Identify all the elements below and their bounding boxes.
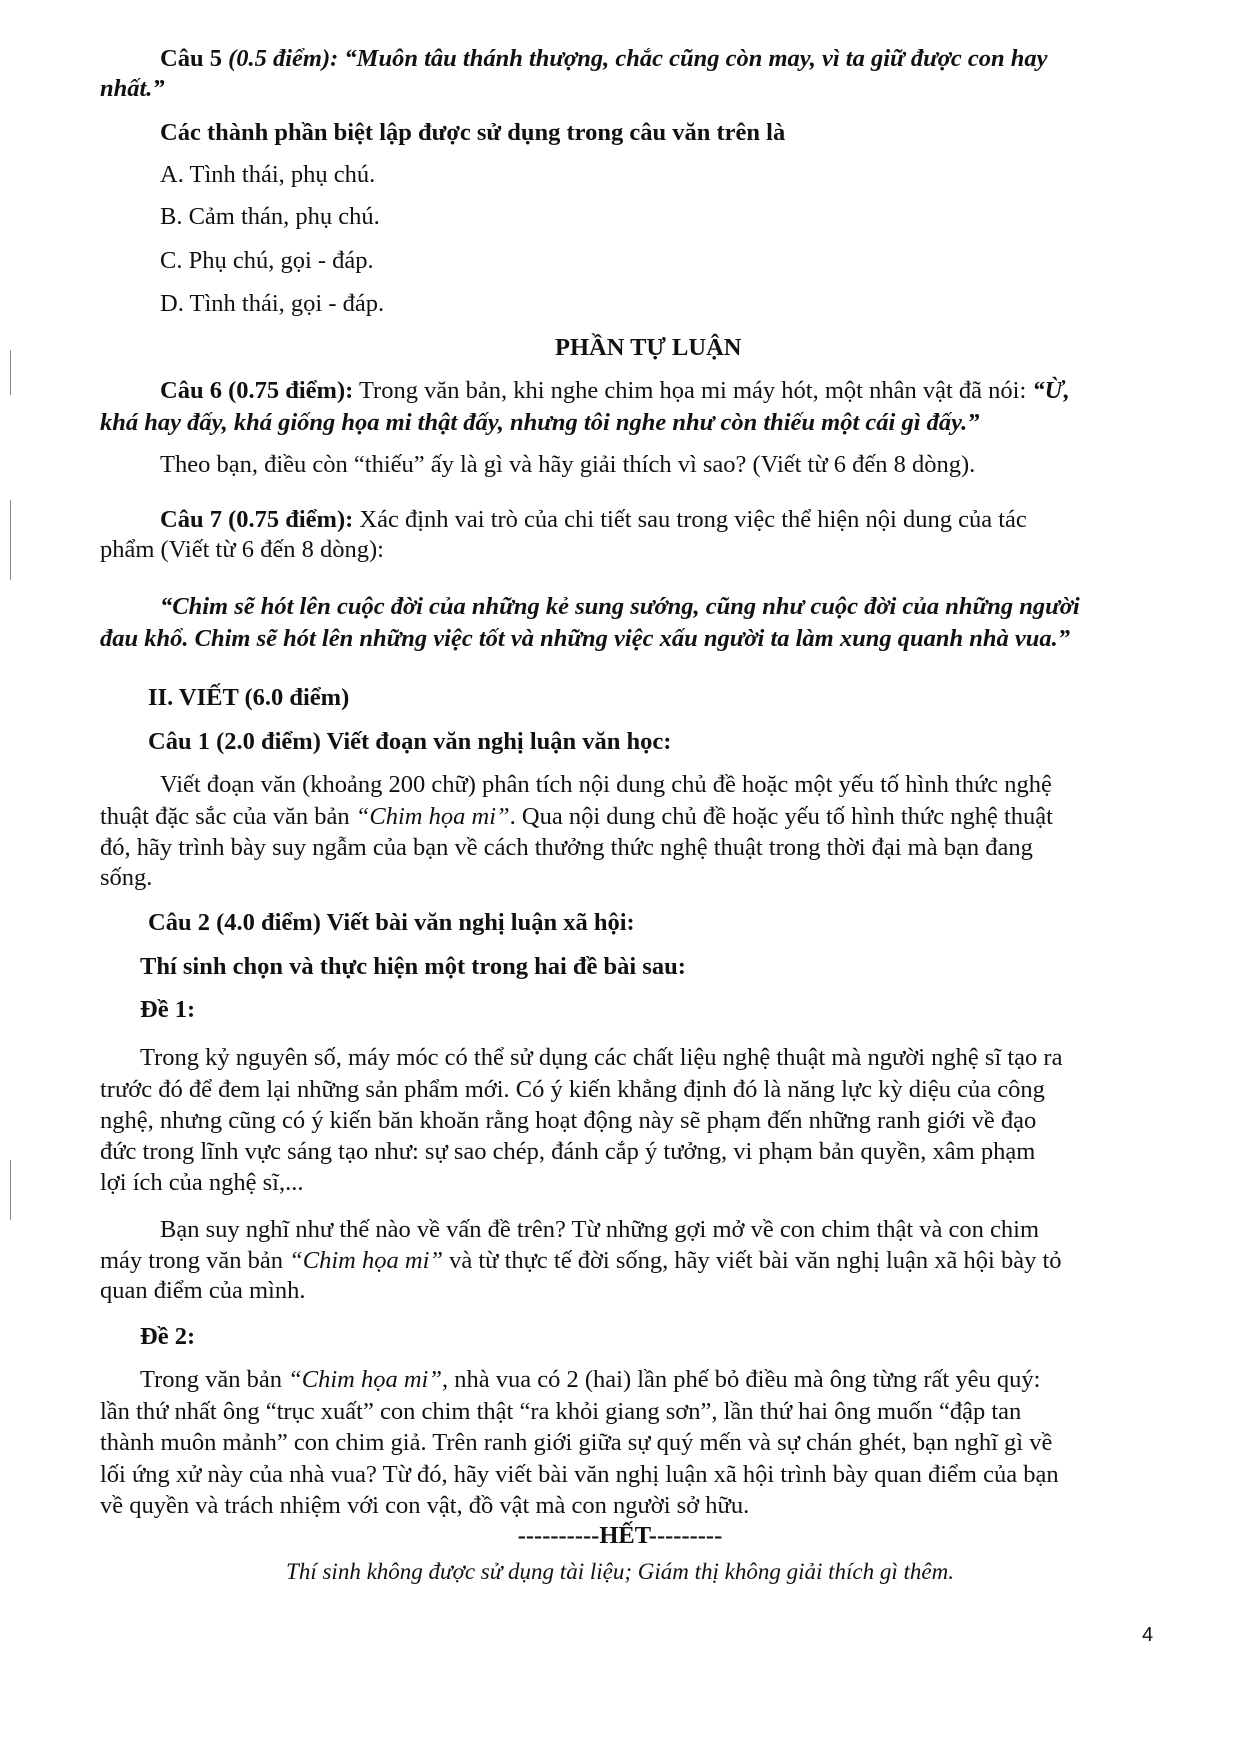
c2-instruction: Thí sinh chọn và thực hiện một trong hai đề bài sau: <box>140 953 686 980</box>
writing-heading: II. VIẾT (6.0 điểm) <box>148 684 350 711</box>
footer-note: Thí sinh không được sử dụng tài liệu; Giám thị không giải thích gì thêm. <box>286 1559 954 1584</box>
q7-text: Xác định vai trò của chi tiết sau trong việc thể hiện nội dung của tác <box>353 506 1027 533</box>
q6-quote-start: “Ừ, <box>1032 377 1070 404</box>
q7-line-1 <box>160 505 1027 535</box>
q6-line-1 <box>160 376 1070 406</box>
c1-text-3: đó, hãy trình bày suy ngẫm của bạn về cách thưởng thức nghệ thuật trong thời đại mà bạn đang <box>100 834 1033 861</box>
q7-quote: “Chim sẽ hót lên cuộc đời của những kẻ sung sướng, cũng như cuộc đời của những người <box>160 593 1080 620</box>
c1-text-2: thuật đặc sắc của văn bản “Chim họa mi”. Qua nội dung chủ đề hoặc yếu tố hình thức nghệ thuật <box>100 803 1053 830</box>
c1-text-1: Viết đoạn văn (khoảng 200 chữ) phân tích nội dung chủ đề hoặc một yếu tố hình thức nghệ <box>160 771 1052 798</box>
c1-work-title: “Chim họa mi” <box>355 803 510 830</box>
q6-label: Câu 6 (0.75 điểm): <box>160 377 354 404</box>
de1-work-title: “Chim họa mi” <box>289 1247 443 1274</box>
de1-text-2: trước đó để đem lại những sản phẩm mới. Có ý kiến khẳng định đó là năng lực kỳ diệu của công <box>100 1076 1045 1103</box>
q5-option-a: A. Tình thái, phụ chú. <box>160 161 376 188</box>
q6-task: Theo bạn, điều còn “thiếu” ấy là gì và hãy giải thích vì sao? (Viết từ 6 đến 8 dòng). <box>160 451 976 478</box>
q5-option-b: B. Cảm thán, phụ chú. <box>160 203 380 230</box>
de2-text-4: lối ứng xử này của nhà vua? Từ đó, hãy viết bài văn nghị luận xã hội trình bày quan điểm của bạn <box>100 1461 1059 1488</box>
scan-mark <box>10 350 11 395</box>
q5-points: (0.5 điểm): <box>228 45 339 72</box>
de2-text-2: lần thứ nhất ông “trục xuất” con chim thật “ra khỏi giang sơn”, lần thứ hai ông muốn “đập tan <box>100 1398 1022 1425</box>
scan-mark <box>10 1160 11 1220</box>
q5-quote: “Muôn tâu thánh thượng, chắc cũng còn may, vì ta giữ được con hay <box>344 45 1048 72</box>
de1-text-1: Trong kỷ nguyên số, máy móc có thể sử dụng các chất liệu nghệ thuật mà người nghệ sĩ tạo ra <box>140 1044 1063 1071</box>
c1-heading: Câu 1 (2.0 điểm) Viết đoạn văn nghị luận văn học: <box>148 728 672 755</box>
q5-option-c: C. Phụ chú, gọi - đáp. <box>160 247 374 274</box>
q6-quote: khá hay đấy, khá giống họa mi thật đấy, nhưng tôi nghe như còn thiếu một cái gì đấy.” <box>100 409 980 436</box>
q5-quote-end: nhất.” <box>100 75 165 102</box>
scan-mark <box>10 500 11 580</box>
q5-option-d: D. Tình thái, gọi - đáp. <box>160 290 385 317</box>
de2-text-1: Trong văn bản “Chim họa mi”, nhà vua có 2 (hai) lần phế bỏ điều mà ông từng rất yêu quý: <box>140 1366 1041 1393</box>
end-marker: ----------HẾT--------- <box>517 1522 723 1549</box>
de2-text-5: về quyền và trách nhiệm với con vật, đồ vật mà con người sở hữu. <box>100 1492 750 1519</box>
essay-heading: PHẦN TỰ LUẬN <box>555 334 742 361</box>
q5-line-1 <box>160 44 1048 74</box>
de2-label: Đề 2: <box>140 1323 196 1350</box>
de1-text-6: Bạn suy nghĩ như thế nào về vấn đề trên? Từ những gợi mở về con chim thật và con chim <box>160 1216 1040 1243</box>
c1-text-4: sống. <box>100 864 153 891</box>
de1-text-3: nghệ, nhưng cũng có ý kiến băn khoăn rằng hoạt động này sẽ phạm đến những ranh giới về đạo <box>100 1107 1037 1134</box>
q5-label: Câu 5 <box>160 45 222 72</box>
de1-text-4: đức trong lĩnh vực sáng tạo như: sự sao chép, đánh cắp ý tưởng, vi phạm bản quyền, xâm phạm <box>100 1138 1036 1165</box>
de2-work-title: “Chim họa mi” <box>288 1366 442 1393</box>
de1-label: Đề 1: <box>140 996 196 1023</box>
q7-text-end: phẩm (Viết từ 6 đến 8 dòng): <box>100 536 384 563</box>
de1-text-8: quan điểm của mình. <box>100 1277 306 1304</box>
c2-heading: Câu 2 (4.0 điểm) Viết bài văn nghị luận xã hội: <box>148 909 635 936</box>
de1-text-7: máy trong văn bản “Chim họa mi” và từ thực tế đời sống, hãy viết bài văn nghị luận xã hội bày tỏ <box>100 1247 1062 1274</box>
de1-text-5: lợi ích của nghệ sĩ,... <box>100 1169 304 1196</box>
q5-prompt: Các thành phần biệt lập được sử dụng trong câu văn trên là <box>160 119 786 146</box>
page-number: 4 <box>1142 1624 1154 1646</box>
de2-text-3: thành muôn mảnh” con chim giả. Trên ranh giới giữa sự quý mến và sự chán ghét, bạn nghĩ gì về <box>100 1429 1053 1456</box>
q7-quote-end: đau khổ. Chim sẽ hót lên những việc tốt và những việc xấu người ta làm xung quanh nhà vua.” <box>100 625 1070 652</box>
q6-text: Trong văn bản, khi nghe chim họa mi máy hót, một nhân vật đã nói: <box>353 377 1033 404</box>
q7-label: Câu 7 (0.75 điểm): <box>160 506 354 533</box>
